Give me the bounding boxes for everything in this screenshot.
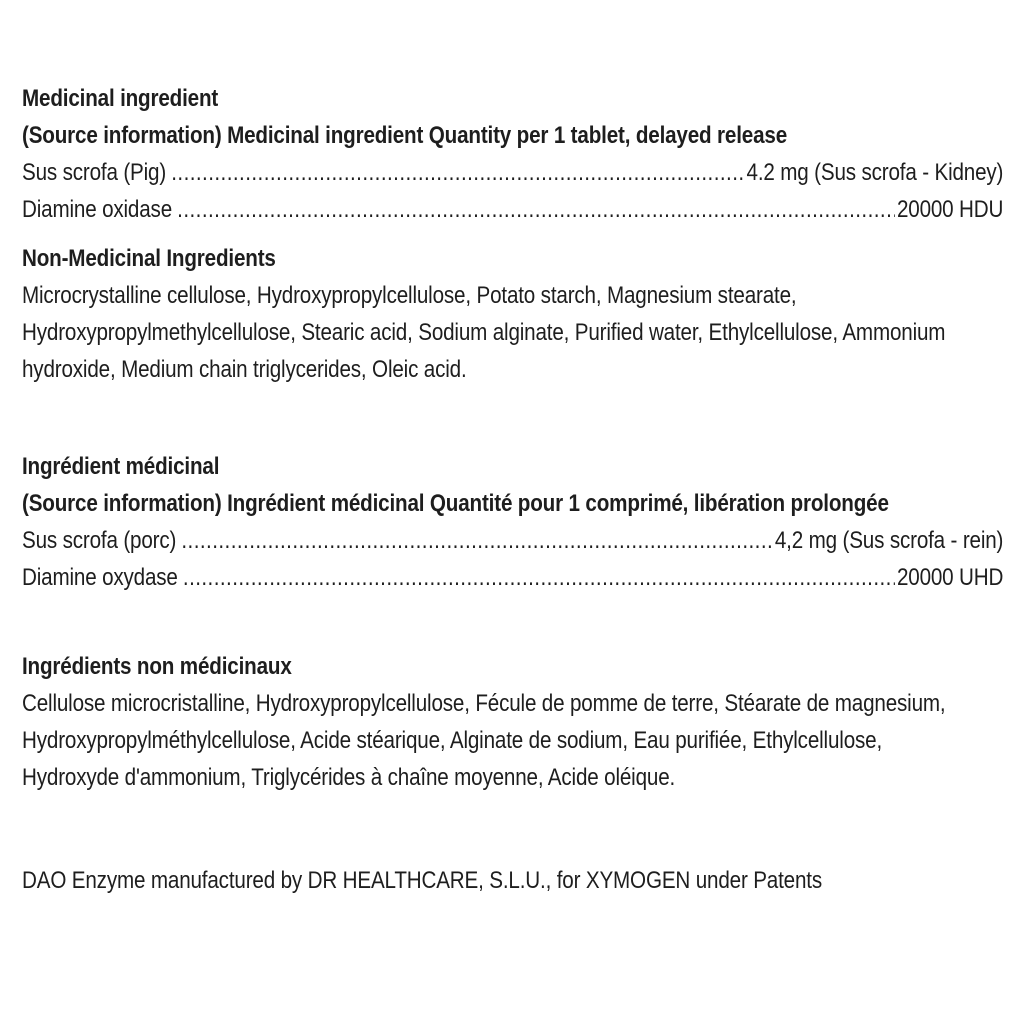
french-non-medicinal-section xyxy=(22,648,1003,796)
ingredient-value: 20000 UHD xyxy=(896,564,1004,591)
french-medicinal-subheading: (Source information) Ingrédient médicinal Quantité pour 1 comprimé, libération prolongée xyxy=(22,490,889,517)
english-medicinal-heading: Medicinal ingredient xyxy=(22,85,219,112)
english-medicinal-subheading: (Source information) Medicinal ingredient Quantity per 1 tablet, delayed release xyxy=(22,122,788,149)
ingredient-value: 20000 HDU xyxy=(896,196,1004,223)
french-non-medicinal-heading: Ingrédients non médicinaux xyxy=(22,653,292,680)
manufacturer-note xyxy=(22,862,1003,899)
ingredient-name: Sus scrofa (Pig) xyxy=(22,159,167,186)
english-ingredient-row xyxy=(22,154,1003,191)
ingredient-name: Diamine oxydase xyxy=(22,564,178,591)
ingredient-name: Sus scrofa (porc) xyxy=(22,527,177,554)
english-ingredient-row xyxy=(22,191,1003,228)
english-non-medicinal-heading: Non-Medicinal Ingredients xyxy=(22,245,276,272)
english-non-medicinal-text: Microcrystalline cellulose, Hydroxypropylcellulose, Potato starch, Magnesium stearate, Hydroxypropylmethylcellulose, Stearic acid, Sodium alginate, Purified water, Ethylcellulose, Ammonium hydroxide, Medium chain triglycerides, Oleic acid. xyxy=(22,282,946,383)
french-ingredient-row xyxy=(22,559,1003,596)
french-medicinal-heading: Ingrédient médicinal xyxy=(22,453,220,480)
french-ingredient-row xyxy=(22,522,1003,559)
french-medicinal-section xyxy=(22,448,1003,596)
dot-leader xyxy=(181,522,773,559)
ingredient-value: 4,2 mg (Sus scrofa - rein) xyxy=(774,527,1004,554)
english-medicinal-section xyxy=(22,80,1003,228)
french-non-medicinal-text: Cellulose microcristalline, Hydroxypropylcellulose, Fécule de pomme de terre, Stéarate de magnesium, Hydroxypropylméthylcellulose, Acide stéarique, Alginate de sodium, Eau purifiée, Ethylcellulose, Hydroxyde d'ammonium, Triglycérides à chaîne moyenne, Acide oléique. xyxy=(22,690,946,791)
ingredient-name: Diamine oxidase xyxy=(22,196,173,223)
dot-leader xyxy=(177,191,895,228)
english-non-medicinal-section xyxy=(22,240,1003,388)
dot-leader xyxy=(171,154,745,191)
dot-leader xyxy=(183,559,895,596)
ingredient-value: 4.2 mg (Sus scrofa - Kidney) xyxy=(746,159,1004,186)
manufacturer-text: DAO Enzyme manufactured by DR HEALTHCARE, S.L.U., for XYMOGEN under Patents xyxy=(22,867,823,894)
